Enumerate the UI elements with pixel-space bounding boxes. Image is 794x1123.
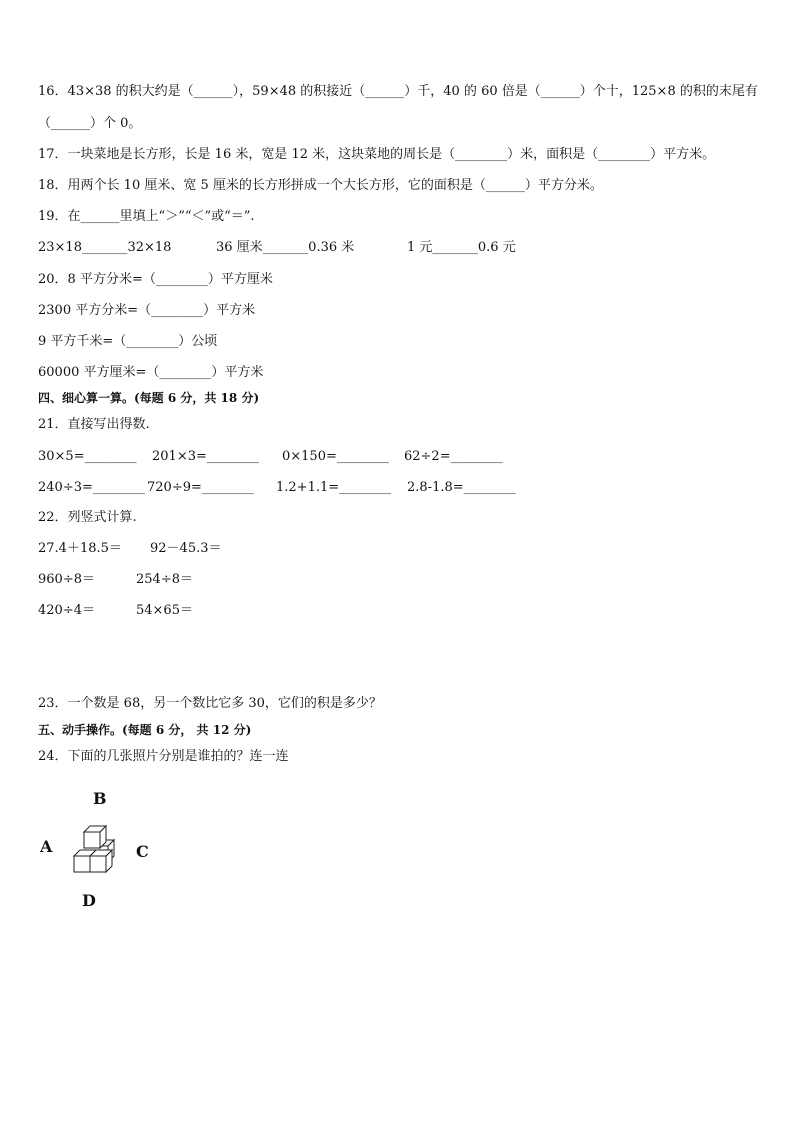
vertical-calc-item: 960÷8＝ bbox=[38, 572, 95, 587]
unit-conversion-item: 60000 平方厘米=（________）平方米 bbox=[38, 365, 264, 380]
question-17: 17．一块菜地是长方形，长是 16 米，宽是 12 米，这块菜地的周长是（________）米，面积是（________）平方米。 bbox=[38, 147, 716, 162]
vertical-calc-item: 254÷8＝ bbox=[136, 572, 193, 587]
view-label-c: C bbox=[136, 842, 149, 861]
unit-conversion-item: 9 平方千米=（________）公顷 bbox=[38, 334, 218, 349]
question-24-title: 24．下面的几张照片分别是谁拍的？连一连 bbox=[38, 749, 289, 764]
question-16-line-2: （______）个 0。 bbox=[38, 116, 142, 131]
mental-math-item: 0×150=________ bbox=[282, 449, 389, 464]
mental-math-item: 240÷3=________ bbox=[38, 480, 145, 495]
compare-item: 1 元_______0.6 元 bbox=[407, 240, 516, 255]
vertical-calc-item: 92－45.3＝ bbox=[150, 541, 222, 556]
mental-math-item: 201×3=________ bbox=[152, 449, 259, 464]
section-5-heading: 五、动手操作。(每题 6 分， 共 12 分) bbox=[38, 723, 252, 737]
vertical-calc-item: 420÷4＝ bbox=[38, 603, 95, 618]
view-label-b: B bbox=[93, 789, 107, 808]
compare-item: 23×18_______32×18 bbox=[38, 240, 172, 255]
vertical-calc-item: 54×65＝ bbox=[136, 603, 193, 618]
vertical-calc-item: 27.4＋18.5＝ bbox=[38, 541, 122, 556]
section-4-heading: 四、细心算一算。(每题 6 分，共 18 分) bbox=[38, 391, 260, 405]
question-22-title: 22．列竖式计算. bbox=[38, 510, 137, 525]
view-label-d: D bbox=[82, 891, 96, 910]
question-19-title: 19．在______里填上“＞”“＜”或“＝”. bbox=[38, 209, 255, 224]
cube-stack-figure bbox=[70, 822, 122, 878]
view-label-a: A bbox=[40, 837, 53, 856]
mental-math-item: 1.2+1.1=________ bbox=[276, 480, 392, 495]
question-16-line-1: 16．43×38 的积大约是（______），59×48 的积接近（______）千，40 的 60 倍是（______）个十，125×8 的积的末尾有 bbox=[38, 84, 758, 99]
mental-math-item: 62÷2=________ bbox=[404, 449, 503, 464]
compare-item: 36 厘米_______0.36 米 bbox=[216, 240, 355, 255]
question-21-title: 21．直接写出得数. bbox=[38, 417, 150, 432]
unit-conversion-item: 20．8 平方分米=（________）平方厘米 bbox=[38, 272, 273, 287]
question-18: 18．用两个长 10 厘米、宽 5 厘米的长方形拼成一个大长方形，它的面积是（______）平方分米。 bbox=[38, 178, 603, 193]
unit-conversion-item: 2300 平方分米=（________）平方米 bbox=[38, 303, 256, 318]
question-23: 23．一个数是 68，另一个数比它多 30，它们的积是多少？ bbox=[38, 696, 382, 711]
mental-math-item: 30×5=________ bbox=[38, 449, 137, 464]
mental-math-item: 2.8-1.8=________ bbox=[407, 480, 516, 495]
mental-math-item: 720÷9=________ bbox=[147, 480, 254, 495]
